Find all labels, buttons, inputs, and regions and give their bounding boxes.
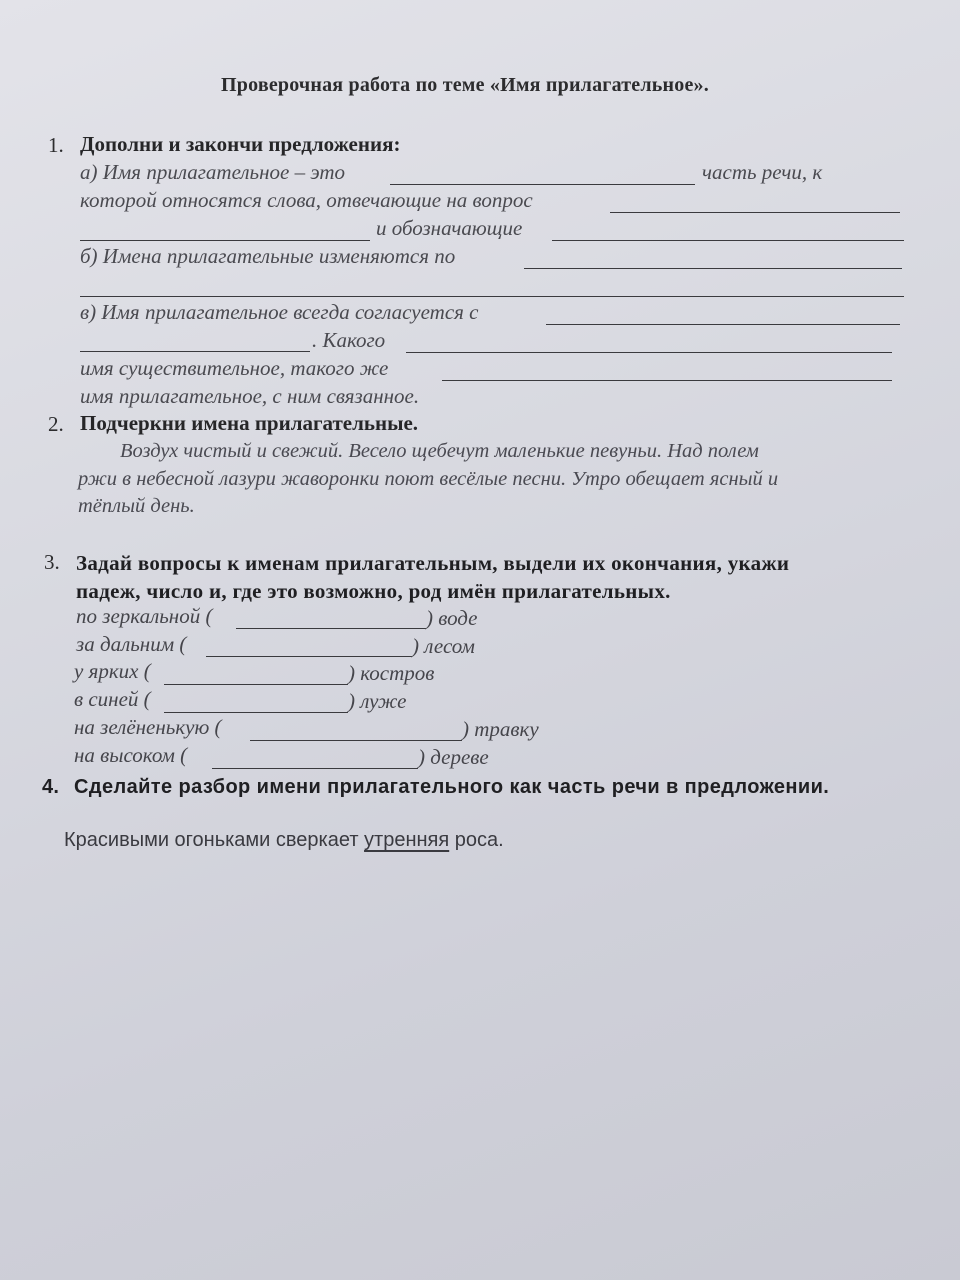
task3-row-right: ) костров — [348, 661, 435, 685]
sentence-end: роса. — [454, 829, 504, 851]
task3-row-left: на высоком ( — [74, 743, 188, 767]
task3-row-right: ) лесом — [412, 634, 475, 658]
answer-blank[interactable] — [206, 656, 412, 657]
underlined-adjective: утренняя — [364, 829, 450, 851]
task3-number: 3. — [44, 550, 60, 574]
task1-line8-text: имя существительное, такого же — [80, 356, 389, 380]
answer-blank[interactable] — [546, 324, 900, 325]
task3-row-left: по зеркальной ( — [76, 604, 213, 628]
task3-row-right: ) дереве — [418, 745, 489, 769]
answer-blank[interactable] — [552, 240, 904, 241]
task2-text-line2: ржи в небесной лазури жаворонки поют весёлые песни. Утро обещает ясный и — [78, 468, 779, 490]
answer-blank[interactable] — [442, 380, 892, 381]
task4-number: 4. — [42, 776, 60, 798]
task1-line3-text: и обозначающие — [376, 216, 523, 240]
task1-heading: Дополни и закончи предложения: — [80, 132, 401, 156]
task1-line9-text: имя прилагательное, с ним связанное. — [80, 384, 420, 408]
task1-line6-text: в) Имя прилагательное всегда согласуется с — [80, 300, 479, 324]
task2-text-line3: тёплый день. — [78, 495, 195, 517]
task3-heading-line2: падеж, число и, где это возможно, род имён прилагательных. — [76, 579, 671, 603]
task3-row-left: в синей ( — [74, 687, 151, 711]
task3-row-left: на зелёненькую ( — [74, 715, 222, 739]
task4-sentence — [64, 829, 504, 852]
task3-row-right: ) травку — [462, 717, 539, 741]
answer-blank[interactable] — [164, 684, 348, 685]
answer-blank[interactable] — [236, 628, 426, 629]
answer-blank[interactable] — [164, 712, 348, 713]
task1-line2-text: которой относятся слова, отвечающие на вопрос — [80, 188, 533, 212]
answer-blank[interactable] — [250, 740, 462, 741]
task2-text-line1: Воздух чистый и свежий. Весело щебечут маленькие певуньи. Над полем — [120, 440, 759, 462]
task1-number: 1. — [48, 133, 64, 157]
task3-row-left: у ярких ( — [74, 659, 151, 683]
page-title: Проверочная работа по теме «Имя прилагательное». — [221, 74, 709, 96]
task1-line1-text: а) Имя прилагательное – это — [80, 160, 345, 184]
sentence-start: Красивыми огоньками сверкает — [64, 829, 359, 851]
task2-heading: Подчеркни имена прилагательные. — [80, 411, 419, 435]
answer-blank[interactable] — [80, 296, 904, 297]
answer-blank[interactable] — [390, 184, 695, 185]
task1-line7-text: . Какого — [312, 328, 386, 352]
task3-row-right: ) воде — [426, 606, 478, 630]
task3-row-left: за дальним ( — [76, 632, 187, 656]
answer-blank[interactable] — [80, 351, 310, 352]
task3-row-right: ) луже — [348, 689, 407, 713]
task1-line4-text: б) Имена прилагательные изменяются по — [80, 244, 456, 268]
answer-blank[interactable] — [524, 268, 902, 269]
task1-line1-end: часть речи, к — [702, 160, 823, 184]
task2-number: 2. — [48, 412, 64, 436]
answer-blank[interactable] — [610, 212, 900, 213]
answer-blank[interactable] — [80, 240, 370, 241]
task3-heading-line1: Задай вопросы к именам прилагательным, выдели их окончания, укажи — [76, 551, 790, 575]
answer-blank[interactable] — [212, 768, 418, 769]
task4-heading: Сделайте разбор имени прилагательного как часть речи в предложении. — [74, 776, 830, 798]
answer-blank[interactable] — [406, 352, 892, 353]
